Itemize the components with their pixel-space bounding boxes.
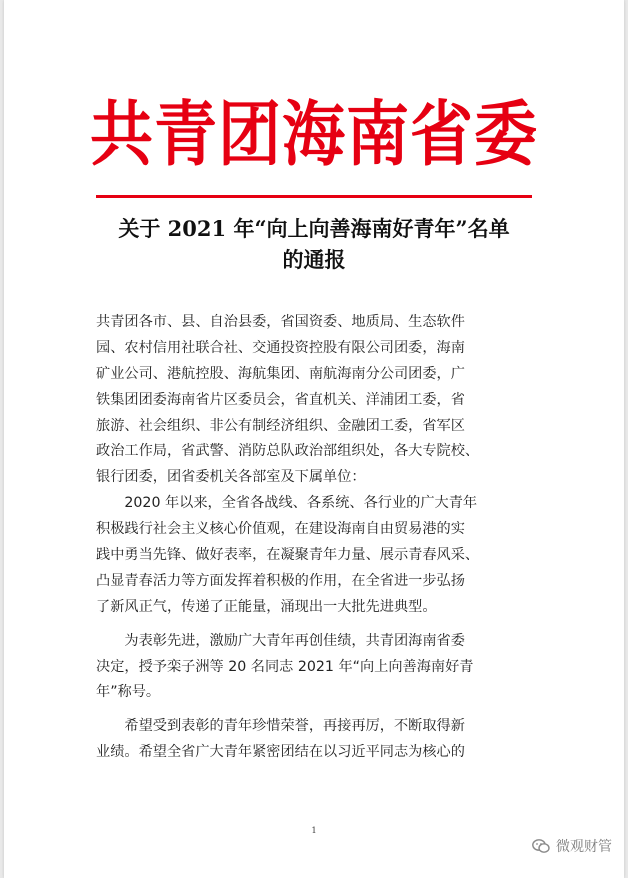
body-line: 园、农村信用社联合社、交通投资控股有限公司团委，海南 [96, 339, 465, 356]
body-line: 积极践行社会主义核心价值观，在建设海南自由贸易港的实 [96, 521, 465, 538]
source-watermark [532, 836, 612, 856]
body-line: 旅游、社会组织、非公有制经济组织、金融团工委，省军区 [96, 417, 465, 434]
body-line: 了新风正气，传递了正能量，涌现出一大批先进典型。 [96, 598, 437, 615]
page-number: 1 [311, 826, 317, 835]
red-header-rule [96, 195, 532, 198]
body-line: 共青团各市、县、自治县委，省国资委、地质局、生态软件 [96, 314, 465, 330]
watermark-text: 微观财管 [556, 839, 612, 855]
body-line: 矿业公司、港航控股、海航集团、南航海南分公司团委，广 [96, 365, 465, 382]
paragraph-gap [96, 621, 534, 629]
body-line: 业绩。希望全省广大青年紧密团结在以习近平同志为核心的 [96, 744, 465, 761]
body-line: 铁集团团委海南省片区委员会，省直机关、洋浦团工委，省 [96, 391, 465, 408]
body-line: 践中勇当先锋、做好表率，在凝聚青年力量、展示青春风采、 [96, 547, 480, 564]
body-line: 决定，授予栾子洲等 20 名同志 2021 年“向上向善海南好青 [96, 658, 474, 675]
document-title-line: 关于 2021 年“向上向善海南好青年”名单 [118, 216, 510, 241]
paragraph-gap [96, 706, 534, 714]
body-line: 年”称号。 [96, 684, 161, 701]
wechat-icon [532, 838, 550, 854]
body-line: 银行团委，团省委机关各部室及下属单位： [96, 469, 366, 486]
document-body [96, 310, 534, 766]
body-line: 2020 年以来，全省各战线、各系统、各行业的广大青年 [96, 495, 478, 512]
document-title [74, 213, 554, 275]
org-header-title: 共青团海南省委 [90, 93, 538, 176]
body-line: 希望受到表彰的青年珍惜荣誉，再接再厉，不断取得新 [96, 718, 465, 735]
body-line: 凸显青春活力等方面发挥着积极的作用，在全省进一步弘扬 [96, 572, 465, 589]
document-title-line: 的通报 [282, 247, 346, 272]
document-page [4, 0, 624, 878]
body-line: 政治工作局，省武警、消防总队政治部组织处，各大专院校、 [96, 443, 480, 460]
body-line: 为表彰先进，激励广大青年再创佳绩，共青团海南省委 [96, 632, 465, 649]
